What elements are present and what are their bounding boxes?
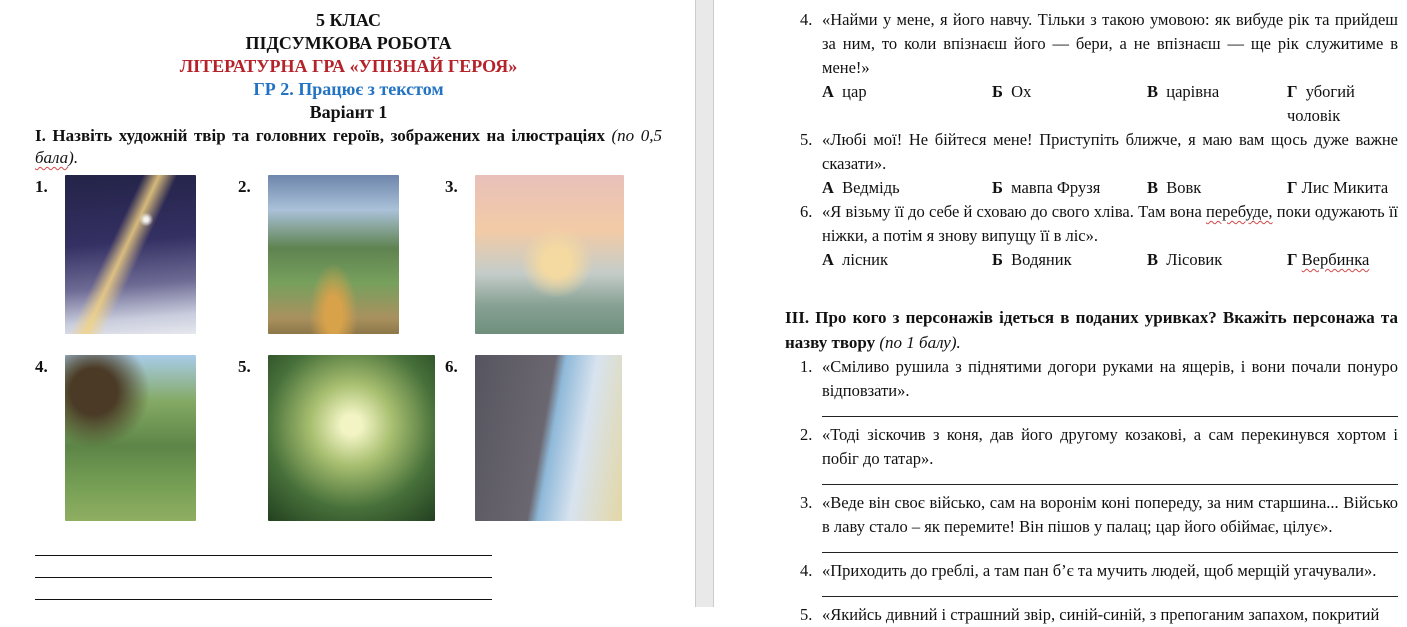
misspelled-word: бала <box>35 148 69 167</box>
section3-heading: ІІІ. Про кого з персонажів ідеться в поданих уривках? Вкажіть персонажа та назву твору (по 1 балу). <box>785 308 1398 352</box>
question-item-6 <box>785 200 1398 272</box>
answer-options <box>822 248 1398 272</box>
answer-lines-block <box>35 534 662 600</box>
illustration-number: 5. <box>238 357 251 376</box>
work-title: ПІДСУМКОВА РОБОТА <box>245 33 452 53</box>
answer-line <box>35 534 492 556</box>
excerpt-quote: «Приходить до греблі, а там пан б’є та мучить людей, щоб мерщій угачували». <box>822 561 1377 580</box>
illustration-4-villagers-oak-tree <box>65 355 196 521</box>
illustration-1-starry-chumak-wagon <box>65 175 196 334</box>
excerpt-item-3 <box>785 491 1398 539</box>
excerpt-item-1 <box>785 355 1398 403</box>
illustration-6-king-and-rainbow <box>475 355 622 521</box>
question-quote: «Любі мої! Не бійтеся мене! Приступіть ближче, я маю вам щось дуже важне сказати». <box>822 130 1398 173</box>
illustration-cell <box>445 355 662 521</box>
task1-points: (по 0,5 бала). <box>35 126 662 167</box>
question-number: 6. <box>800 202 813 221</box>
answer-line <box>822 542 1398 553</box>
variant-heading: Варіант 1 <box>309 102 388 122</box>
option-a: А лісник <box>822 250 888 269</box>
illustration-number: 4. <box>35 357 48 376</box>
illustration-3-wolf-and-heron <box>475 175 624 334</box>
excerpt-number: 3. <box>800 493 813 512</box>
task1-heading <box>35 125 662 169</box>
game-title: ЛІТЕРАТУРНА ГРА «УПІЗНАЙ ГЕРОЯ» <box>179 56 518 76</box>
excerpt-number: 5. <box>800 605 813 624</box>
excerpt-item-4 <box>785 559 1398 583</box>
illustration-2-campfire-village <box>268 175 399 334</box>
excerpt-quote: «Веде він своє військо, сам на воронім коні попереду, за ним старшина... Військо в лаву стало – як перемите! Він пішов у палац; цар його обіймає, цілує». <box>822 493 1398 536</box>
illustration-cell <box>445 175 662 334</box>
illustration-number: 3. <box>445 177 458 196</box>
excerpt-quote: «Якийсь дивний і страшний звір, синій-синій, з препоганим запахом, покритий <box>822 605 1380 624</box>
excerpt-quote: «Сміливо рушила з піднятими догори руками на ящерів, і вони почали понуро відповзати». <box>822 357 1398 400</box>
option-v: В Лісовик <box>1147 250 1223 269</box>
question-number: 5. <box>800 130 813 149</box>
option-v: В царівна <box>1147 82 1220 101</box>
illustration-number: 6. <box>445 357 458 376</box>
illustration-number: 1. <box>35 177 48 196</box>
answer-line <box>35 578 492 600</box>
illustration-5-forest-fairy <box>268 355 435 521</box>
option-b: Б Ох <box>992 82 1032 101</box>
illustration-cell <box>35 355 238 521</box>
illustration-cell <box>35 175 238 334</box>
illustration-cell <box>238 355 445 521</box>
excerpt-number: 4. <box>800 561 813 580</box>
option-g: Г убогий чоловік <box>1287 82 1355 125</box>
question-quote: «Найми у мене, я його навчу. Тільки з такою умовою: як вибуде рік та прийдеш за ним, то коли впізнаєш його — бери, а не впізнаєш — ще рік служитиме в мене!» <box>822 10 1398 77</box>
page-divider <box>695 0 714 607</box>
section3-points: (по 1 балу). <box>879 332 961 352</box>
question-number: 4. <box>800 10 813 29</box>
task1-text: І. Назвіть художній твір та головних героїв, зображених на ілюстраціях <box>35 126 605 145</box>
question-item-5 <box>785 128 1398 200</box>
answer-options <box>822 176 1398 200</box>
answer-line <box>822 406 1398 417</box>
answer-line <box>35 556 492 578</box>
answer-line <box>822 586 1398 597</box>
excerpt-number: 2. <box>800 425 813 444</box>
answer-options <box>822 80 1398 128</box>
question-quote: «Я візьму її до себе й сховаю до свого хліва. Там вона перебуде, поки одужають її ніжки, а потім я знову випущу її в ліс». <box>822 202 1398 245</box>
worksheet-page-right <box>714 0 1407 624</box>
excerpt-number: 1. <box>800 357 813 376</box>
illustration-cell <box>238 175 445 334</box>
option-v: В Вовк <box>1147 178 1202 197</box>
option-a: А Ведмідь <box>822 178 900 197</box>
option-g: Г Лис Микита <box>1287 178 1389 197</box>
section3-items <box>785 355 1398 627</box>
misspelled-word: перебуде, <box>1205 202 1273 221</box>
answer-line <box>822 474 1398 485</box>
illustrations-grid <box>35 175 662 521</box>
illustration-number: 2. <box>238 177 251 196</box>
group-subtitle: ГР 2. Працює з текстом <box>253 79 444 99</box>
option-b: Б Водяник <box>992 250 1072 269</box>
worksheet-page-left <box>0 0 695 607</box>
excerpt-quote: «Тоді зіскочив з коня, дав його другому козакові, а сам перекинувся хортом і побіг до татар». <box>822 425 1398 468</box>
option-g: Г Вербинка <box>1287 250 1370 269</box>
excerpt-item-5 <box>785 603 1398 627</box>
question-item-4 <box>785 8 1398 128</box>
option-a: А цар <box>822 82 867 101</box>
excerpt-item-2 <box>785 423 1398 471</box>
option-b: Б мавпа Фрузя <box>992 178 1101 197</box>
misspelled-word: Вербинка <box>1301 250 1370 269</box>
grade-heading: 5 КЛАС <box>315 10 382 30</box>
